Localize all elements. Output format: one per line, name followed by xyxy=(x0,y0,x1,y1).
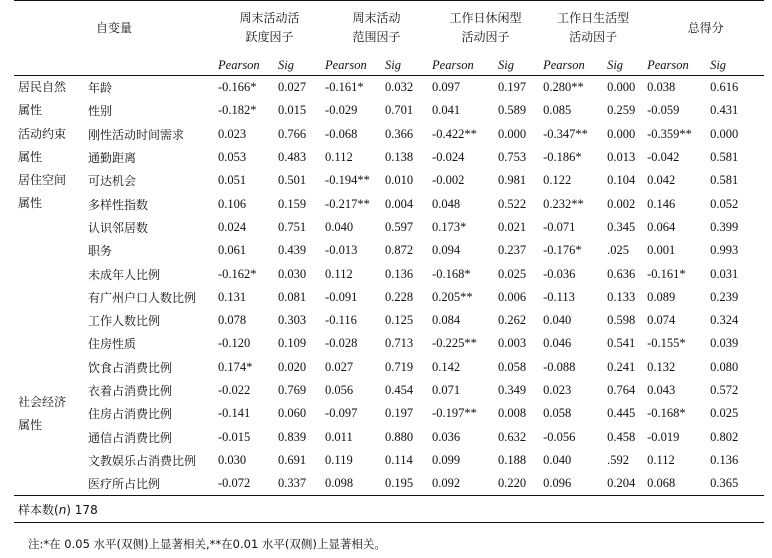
pearson-value: -0.019 xyxy=(647,429,680,444)
pearson-value: -0.166* xyxy=(218,80,257,95)
variable-name: 年龄 xyxy=(88,81,113,96)
pearson-value: 0.078 xyxy=(218,313,247,328)
pearson-value: -0.161* xyxy=(325,80,364,95)
table-row xyxy=(14,332,764,355)
factor-header-1: 周末活动 范围因子 xyxy=(321,1,428,56)
pearson-value: 0.084 xyxy=(432,313,461,328)
table-row xyxy=(14,425,764,448)
pearson-header: Pearson xyxy=(214,55,274,76)
group-label: 居民自然 属性 xyxy=(18,80,67,118)
variable-name: 医疗所占比例 xyxy=(88,477,161,492)
sig-value: 0.993 xyxy=(710,243,739,258)
sig-value: 0.839 xyxy=(278,429,307,444)
pearson-header: Pearson xyxy=(643,55,706,76)
variable-name: 认识邻居数 xyxy=(88,220,149,235)
sig-value: 0.052 xyxy=(710,196,739,211)
sig-value: 0.204 xyxy=(607,476,636,491)
variable-name: 住房占消费比例 xyxy=(88,407,173,422)
sig-value: 0.125 xyxy=(385,313,414,328)
group-label: 活动约束 属性 xyxy=(18,126,67,164)
sig-value: 0.000 xyxy=(710,126,739,141)
variable-name: 职务 xyxy=(88,244,113,259)
sig-value: 0.025 xyxy=(710,406,739,421)
sig-value: .025 xyxy=(607,243,629,258)
sig-value: 0.541 xyxy=(607,336,636,351)
pearson-value: -0.071 xyxy=(543,219,576,234)
table-row xyxy=(14,309,764,332)
sig-value: 0.981 xyxy=(498,173,527,188)
table-row xyxy=(14,192,764,215)
pearson-value: 0.173* xyxy=(432,219,467,234)
sig-value: 0.000 xyxy=(498,126,527,141)
pearson-value: 0.024 xyxy=(218,219,247,234)
variable-name: 多样性指数 xyxy=(88,197,149,212)
sig-value: 0.522 xyxy=(498,196,527,211)
pearson-value: 0.146 xyxy=(647,196,676,211)
sig-value: 0.445 xyxy=(607,406,636,421)
correlation-table xyxy=(14,0,764,523)
table-row xyxy=(14,472,764,496)
pearson-value: 0.092 xyxy=(432,476,461,491)
pearson-value: 0.043 xyxy=(647,383,676,397)
pearson-value: 0.096 xyxy=(543,476,572,491)
variable-name: 可达机会 xyxy=(88,174,137,189)
pearson-value: -0.015 xyxy=(218,429,251,444)
pearson-value: 0.106 xyxy=(218,196,247,211)
factor-header-0: 周末活动活 跃度因子 xyxy=(214,1,321,56)
sig-value: 0.365 xyxy=(710,476,739,491)
variable-name: 刚性活动时间需求 xyxy=(88,127,185,142)
pearson-value: -0.141 xyxy=(218,406,251,421)
pearson-value: 0.094 xyxy=(432,243,461,258)
sig-value: 0.880 xyxy=(385,429,414,444)
pearson-value: -0.186* xyxy=(543,150,582,165)
sig-value: 0.802 xyxy=(710,429,739,444)
variable-name: 住房性质 xyxy=(88,337,137,352)
pearson-value: 0.036 xyxy=(432,429,461,444)
pearson-value: -0.194** xyxy=(325,173,370,188)
sig-value: 0.159 xyxy=(278,196,307,211)
pearson-header: Pearson xyxy=(428,55,494,76)
pearson-value: 0.042 xyxy=(647,173,676,188)
pearson-header: Pearson xyxy=(321,55,381,76)
pearson-value: 0.040 xyxy=(325,219,354,234)
sig-value: 0.439 xyxy=(278,243,307,258)
pearson-value: -0.029 xyxy=(325,103,358,118)
table-row xyxy=(14,262,764,285)
pearson-value: 0.098 xyxy=(325,476,354,491)
table-row xyxy=(14,402,764,425)
header-row-stats xyxy=(14,55,764,76)
pearson-value: 0.071 xyxy=(432,383,461,397)
table-row xyxy=(14,76,764,100)
table-row xyxy=(14,123,764,146)
pearson-value: -0.168* xyxy=(647,406,686,421)
pearson-value: 0.280** xyxy=(543,80,584,95)
variable-name: 性别 xyxy=(88,104,113,119)
header-row-factors xyxy=(14,1,764,56)
sig-value: 0.015 xyxy=(278,103,307,118)
pearson-value: 0.112 xyxy=(325,150,353,165)
sig-value: 0.324 xyxy=(710,313,739,328)
sig-header: Sig xyxy=(706,55,764,76)
sig-value: 0.039 xyxy=(710,336,739,351)
pearson-value: 0.051 xyxy=(218,173,247,188)
pearson-value: 0.040 xyxy=(543,313,572,328)
sig-value: 0.109 xyxy=(278,336,307,351)
header-blank xyxy=(14,55,214,76)
sig-value: 0.025 xyxy=(498,266,527,281)
pearson-value: 0.001 xyxy=(647,243,676,258)
sig-value: 0.004 xyxy=(385,196,414,211)
sig-header: Sig xyxy=(274,55,321,76)
sig-value: 0.581 xyxy=(710,173,739,188)
sig-value: 0.262 xyxy=(498,313,527,328)
sig-value: 0.080 xyxy=(710,359,739,374)
sig-value: 0.769 xyxy=(278,383,307,397)
pearson-value: 0.041 xyxy=(432,103,461,118)
sig-value: 0.764 xyxy=(607,383,636,397)
pearson-value: -0.113 xyxy=(543,289,575,304)
pearson-value: 0.112 xyxy=(647,452,675,467)
table-row xyxy=(14,356,764,379)
pearson-value: 0.122 xyxy=(543,173,572,188)
sample-size: 样本数(n) 178 xyxy=(14,496,764,523)
sig-value: 0.303 xyxy=(278,313,307,328)
pearson-value: 0.131 xyxy=(218,289,247,304)
pearson-value: 0.053 xyxy=(218,150,247,165)
pearson-value: 0.011 xyxy=(325,429,353,444)
sig-header: Sig xyxy=(603,55,643,76)
sig-value: 0.239 xyxy=(710,289,739,304)
sig-value: 0.598 xyxy=(607,313,636,328)
sig-value: 0.104 xyxy=(607,173,636,188)
pearson-value: 0.097 xyxy=(432,80,461,95)
sig-value: 0.058 xyxy=(498,359,527,374)
sig-value: 0.020 xyxy=(278,359,307,374)
sig-header: Sig xyxy=(494,55,539,76)
sig-value: 0.000 xyxy=(607,80,636,95)
sig-value: 0.691 xyxy=(278,452,307,467)
pearson-value: -0.197** xyxy=(432,406,477,421)
sig-value: 0.616 xyxy=(710,80,739,95)
pearson-value: 0.023 xyxy=(543,383,572,397)
pearson-value: -0.068 xyxy=(325,126,358,141)
pearson-value: 0.038 xyxy=(647,80,676,95)
pearson-value: -0.056 xyxy=(543,429,576,444)
pearson-value: -0.120 xyxy=(218,336,251,351)
pearson-value: 0.119 xyxy=(325,452,353,467)
sig-value: 0.006 xyxy=(498,289,527,304)
sig-value: 0.636 xyxy=(607,266,636,281)
sig-value: 0.021 xyxy=(498,219,527,234)
sig-value: 0.597 xyxy=(385,219,414,234)
table-row xyxy=(14,99,764,122)
sig-value: 0.632 xyxy=(498,429,527,444)
sig-value: 0.581 xyxy=(710,150,739,165)
sig-value: .592 xyxy=(607,452,629,467)
sig-value: 0.751 xyxy=(278,219,307,234)
pearson-value: 0.074 xyxy=(647,313,676,328)
factor-header-2: 工作日休闲型 活动因子 xyxy=(428,1,539,56)
variable-name: 未成年人比例 xyxy=(88,267,161,282)
variable-name: 饮食占消费比例 xyxy=(88,360,173,375)
pearson-value: -0.161* xyxy=(647,266,686,281)
sig-value: 0.013 xyxy=(607,150,636,165)
pearson-value: -0.091 xyxy=(325,289,358,304)
pearson-value: -0.168* xyxy=(432,266,471,281)
sig-value: 0.060 xyxy=(278,406,307,421)
group-label: 居住空间 属性 xyxy=(18,173,67,211)
pearson-value: -0.013 xyxy=(325,243,358,258)
sig-value: 0.136 xyxy=(385,266,414,281)
pearson-value: 0.089 xyxy=(647,289,676,304)
sig-value: 0.000 xyxy=(607,126,636,141)
sig-value: 0.399 xyxy=(710,219,739,234)
sig-value: 0.114 xyxy=(385,452,413,467)
pearson-value: 0.232** xyxy=(543,196,584,211)
pearson-value: 0.112 xyxy=(325,266,353,281)
independent-variable-header: 自变量 xyxy=(14,1,214,56)
sig-value: 0.002 xyxy=(607,196,636,211)
sig-value: 0.195 xyxy=(385,476,414,491)
sig-value: 0.349 xyxy=(498,383,527,397)
sig-value: 0.337 xyxy=(278,476,307,491)
pearson-value: 0.023 xyxy=(218,126,247,141)
pearson-value: -0.024 xyxy=(432,150,465,165)
sig-value: 0.345 xyxy=(607,219,636,234)
sig-value: 0.008 xyxy=(498,406,527,421)
table-row xyxy=(14,239,764,262)
pearson-value: -0.225** xyxy=(432,336,477,351)
sig-value: 0.259 xyxy=(607,103,636,118)
pearson-value: -0.028 xyxy=(325,336,358,351)
pearson-value: 0.040 xyxy=(543,452,572,467)
sig-value: 0.220 xyxy=(498,476,527,491)
pearson-value: 0.064 xyxy=(647,219,676,234)
sig-header: Sig xyxy=(381,55,428,76)
pearson-value: -0.036 xyxy=(543,266,576,281)
pearson-value: 0.174* xyxy=(218,359,253,374)
sig-value: 0.197 xyxy=(385,406,414,421)
pearson-value: -0.042 xyxy=(647,150,680,165)
pearson-value: -0.162* xyxy=(218,266,257,281)
pearson-value: 0.061 xyxy=(218,243,247,258)
pearson-value: -0.422** xyxy=(432,126,477,141)
sig-value: 0.003 xyxy=(498,336,527,351)
sig-value: 0.237 xyxy=(498,243,527,258)
pearson-value: -0.182* xyxy=(218,103,257,118)
sig-value: 0.872 xyxy=(385,243,414,258)
sig-value: 0.366 xyxy=(385,126,414,141)
pearson-value: -0.059 xyxy=(647,103,680,118)
sample-size-row xyxy=(14,496,764,523)
pearson-value: 0.142 xyxy=(432,359,461,374)
sig-value: 0.081 xyxy=(278,289,307,304)
pearson-value: -0.155* xyxy=(647,336,686,351)
variable-name: 通信占消费比例 xyxy=(88,430,173,445)
sig-value: 0.197 xyxy=(498,80,527,95)
sig-value: 0.589 xyxy=(498,103,527,118)
factor-header-3: 工作日生活型 活动因子 xyxy=(539,1,643,56)
sig-value: 0.188 xyxy=(498,452,527,467)
pearson-value: 0.046 xyxy=(543,336,572,351)
pearson-value: 0.056 xyxy=(325,383,354,397)
pearson-value: -0.359** xyxy=(647,126,692,141)
pearson-value: -0.072 xyxy=(218,476,251,491)
pearson-value: 0.027 xyxy=(325,359,354,374)
table-note: 注:*在 0.05 水平(双侧)上显著相关,**在0.01 水平(双侧)上显著相关。 xyxy=(28,537,386,551)
sig-value: 0.136 xyxy=(710,452,739,467)
variable-name: 有广州户口人数比例 xyxy=(88,290,197,305)
sig-value: 0.032 xyxy=(385,80,414,95)
pearson-value: 0.132 xyxy=(647,359,676,374)
variable-name: 文教娱乐占消费比例 xyxy=(88,453,197,468)
pearson-value: -0.022 xyxy=(218,383,251,397)
pearson-value: 0.205** xyxy=(432,289,473,304)
sig-value: 0.241 xyxy=(607,359,636,374)
sig-value: 0.031 xyxy=(710,266,739,281)
pearson-value: -0.002 xyxy=(432,173,465,188)
pearson-value: -0.097 xyxy=(325,406,358,421)
sig-value: 0.228 xyxy=(385,289,414,304)
table-row xyxy=(14,216,764,239)
pearson-value: 0.068 xyxy=(647,476,676,491)
pearson-value: 0.030 xyxy=(218,452,247,467)
table-row xyxy=(14,286,764,309)
pearson-value: 0.058 xyxy=(543,406,572,421)
variable-name: 工作人数比例 xyxy=(88,314,161,329)
group-label: 社会经济 属性 xyxy=(18,394,67,432)
sig-value: 0.010 xyxy=(385,173,414,188)
table-row xyxy=(14,449,764,472)
sig-value: 0.431 xyxy=(710,103,739,118)
sig-value: 0.027 xyxy=(278,80,307,95)
sig-value: 0.133 xyxy=(607,289,636,304)
table-body xyxy=(14,76,764,496)
sig-value: 0.753 xyxy=(498,150,527,165)
factor-header-4: 总得分 xyxy=(643,1,764,56)
sig-value: 0.138 xyxy=(385,150,414,165)
table-row xyxy=(14,169,764,192)
sig-value: 0.501 xyxy=(278,173,307,188)
sig-value: 0.454 xyxy=(385,383,414,397)
correlation-table-container xyxy=(14,0,764,523)
sig-value: 0.458 xyxy=(607,429,636,444)
sig-value: 0.483 xyxy=(278,150,307,165)
variable-name: 衣着占消费比例 xyxy=(88,384,173,398)
sig-value: 0.030 xyxy=(278,266,307,281)
table-row xyxy=(14,379,764,402)
sig-value: 0.572 xyxy=(710,383,739,397)
table-row xyxy=(14,146,764,169)
pearson-header: Pearson xyxy=(539,55,603,76)
sig-value: 0.701 xyxy=(385,103,414,118)
pearson-value: -0.116 xyxy=(325,313,357,328)
sig-value: 0.766 xyxy=(278,126,307,141)
pearson-value: -0.088 xyxy=(543,359,576,374)
sig-value: 0.713 xyxy=(385,336,414,351)
sig-value: 0.719 xyxy=(385,359,414,374)
pearson-value: 0.099 xyxy=(432,452,461,467)
pearson-value: -0.347** xyxy=(543,126,588,141)
pearson-value: 0.048 xyxy=(432,196,461,211)
pearson-value: 0.085 xyxy=(543,103,572,118)
variable-name: 通勤距离 xyxy=(88,151,137,166)
pearson-value: -0.176* xyxy=(543,243,582,258)
pearson-value: -0.217** xyxy=(325,196,370,211)
